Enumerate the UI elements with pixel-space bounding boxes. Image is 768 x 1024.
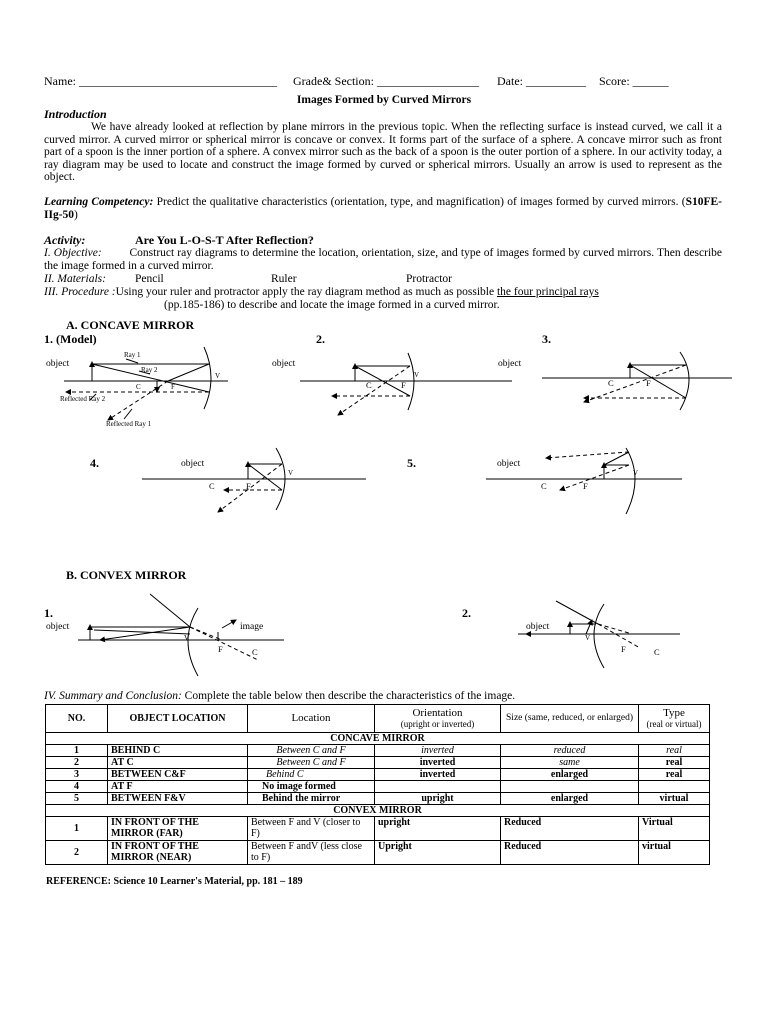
diagram-a5-number: 5. bbox=[407, 456, 416, 470]
svg-text:Ray 1: Ray 1 bbox=[124, 351, 141, 359]
svg-text:object: object bbox=[526, 622, 550, 632]
activity-label: Activity: bbox=[44, 233, 86, 247]
concave-diagram-1 bbox=[64, 347, 228, 420]
svg-text:Ray 2: Ray 2 bbox=[141, 366, 158, 374]
table-row: 1 BEHIND C Between C and F inverted reduced real bbox=[46, 745, 710, 757]
procedure: III. Procedure :Using your ruler and protractor apply the ray diagram method as much as possible the four principal rays bbox=[44, 286, 599, 298]
diagram-b1-number: 1. bbox=[44, 606, 53, 620]
table-row: 2 AT C Between C and F inverted same real bbox=[46, 757, 710, 769]
svg-text:object: object bbox=[497, 459, 521, 469]
table-row: 4 AT F No image formed bbox=[46, 781, 710, 793]
diagram-a3-number: 3. bbox=[542, 332, 551, 346]
svg-text:F: F bbox=[401, 380, 406, 390]
svg-text:F: F bbox=[646, 378, 651, 388]
summary-heading: IV. Summary and Conclusion: Complete the table below then describe the characteristics of the image. bbox=[44, 690, 516, 702]
section-a-heading: A. CONCAVE MIRROR bbox=[66, 318, 195, 332]
score-field[interactable]: Score: ______ bbox=[599, 74, 669, 88]
svg-text:V: V bbox=[184, 634, 190, 642]
header-type: Type (real or virtual) bbox=[639, 705, 710, 733]
svg-text:F: F bbox=[583, 481, 588, 491]
date-field[interactable]: Date: __________ bbox=[497, 74, 586, 88]
svg-text:Reflected Ray 1: Reflected Ray 1 bbox=[106, 420, 152, 428]
svg-text:image: image bbox=[240, 622, 264, 632]
concave-section-row: CONCAVE MIRROR bbox=[46, 733, 710, 745]
svg-text:C: C bbox=[252, 647, 258, 657]
material-pencil: Pencil bbox=[135, 273, 164, 285]
table-header-row bbox=[46, 705, 710, 733]
concave-diagram-5 bbox=[486, 448, 682, 514]
page-title: Images Formed by Curved Mirrors bbox=[296, 94, 472, 106]
svg-text:object: object bbox=[46, 622, 70, 632]
svg-text:V: V bbox=[288, 469, 294, 477]
material-protractor: Protractor bbox=[406, 273, 452, 285]
svg-text:F: F bbox=[246, 481, 251, 491]
section-b-heading: B. CONVEX MIRROR bbox=[66, 568, 187, 582]
name-field[interactable]: Name: _________________________________ bbox=[44, 74, 277, 88]
header-size: Size (same, reduced, or enlarged) bbox=[501, 705, 639, 733]
convex-section-row: CONVEX MIRROR bbox=[46, 805, 710, 817]
header-orientation: Orientation (upright or inverted) bbox=[375, 705, 501, 733]
learning-competency: Learning Competency: Predict the qualitative characteristics (orientation, type, and magnification) of images formed by curved mirrors. (S10FE-IIg-50) bbox=[44, 196, 723, 221]
svg-text:object: object bbox=[498, 359, 522, 369]
material-ruler: Ruler bbox=[271, 273, 297, 285]
reference: REFERENCE: Science 10 Learner's Material, pp. 181 – 189 bbox=[46, 876, 303, 887]
activity-title: Are You L-O-S-T After Reflection? bbox=[135, 233, 314, 247]
introduction-heading: Introduction bbox=[44, 107, 107, 121]
diagram-a1-number: 1. (Model) bbox=[44, 332, 97, 346]
svg-text:object: object bbox=[46, 359, 70, 369]
table-row: 2 IN FRONT OF THE MIRROR (NEAR) Between F andV (less close to F) Upright Reduced virtual bbox=[46, 841, 710, 865]
table-row: 1 IN FRONT OF THE MIRROR (FAR) Between F and V (closer to F) upright Reduced Virtual bbox=[46, 817, 710, 841]
svg-text:C: C bbox=[136, 383, 141, 391]
svg-text:F: F bbox=[218, 644, 223, 654]
svg-text:object: object bbox=[181, 459, 205, 469]
svg-text:V: V bbox=[414, 371, 420, 379]
diagram-a2-number: 2. bbox=[316, 332, 325, 346]
table-row: 5 BETWEEN F&V Behind the mirror upright enlarged virtual bbox=[46, 793, 710, 805]
svg-text:C: C bbox=[541, 481, 547, 491]
grade-section-field[interactable]: Grade& Section: _________________ bbox=[293, 74, 479, 88]
diagram-a4-number: 4. bbox=[90, 456, 99, 470]
materials-label: II. Materials: bbox=[44, 273, 106, 285]
introduction-text: We have already looked at reflection by plane mirrors in the previous topic. When the reflecting surface is instead curved, we call it a curved mirror. A curved mirror or spherical mirror is concave or convex. It forms part of the surface of a sphere. A concave mirror such as front part of a spoon is the inner portion of a sphere. A convex mirror such as the back of a spoon is the outer portion of a sphere. In our activity today, a ray diagram may be used to locate and construct the image formed by curved or spherical mirrors. Usually an arrow is used to represent as the object. bbox=[44, 121, 722, 184]
svg-text:C: C bbox=[209, 481, 215, 491]
table-row: 3 BETWEEN C&F Behind C inverted enlarged real bbox=[46, 769, 710, 781]
svg-text:object: object bbox=[272, 359, 296, 369]
svg-text:C: C bbox=[654, 647, 660, 657]
summary-table bbox=[45, 704, 710, 865]
concave-diagram-2 bbox=[300, 353, 512, 415]
svg-text:F: F bbox=[171, 383, 175, 391]
svg-text:V: V bbox=[633, 469, 639, 477]
concave-diagram-4 bbox=[142, 448, 366, 512]
convex-diagram-2 bbox=[518, 601, 680, 668]
concave-diagram-3 bbox=[542, 352, 732, 410]
header-no: NO. bbox=[46, 705, 108, 733]
svg-text:V: V bbox=[215, 372, 221, 380]
header-object-location: OBJECT LOCATION bbox=[108, 705, 248, 733]
procedure-continued: (pp.185-186) to describe and locate the image formed in a curved mirror. bbox=[164, 299, 500, 311]
svg-text:C: C bbox=[608, 378, 614, 388]
objective: I. Objective: Construct ray diagrams to determine the location, orientation, size, and type of images formed by curved mirrors. Then describe the image formed in a curved mirror. bbox=[44, 247, 723, 272]
convex-diagram-1 bbox=[78, 594, 284, 676]
svg-text:F: F bbox=[621, 644, 626, 654]
diagram-b2-number: 2. bbox=[462, 606, 471, 620]
header-location: Location bbox=[248, 705, 375, 733]
svg-text:V: V bbox=[585, 634, 591, 642]
svg-text:Reflected Ray 2: Reflected Ray 2 bbox=[60, 395, 106, 403]
svg-text:C: C bbox=[366, 380, 372, 390]
